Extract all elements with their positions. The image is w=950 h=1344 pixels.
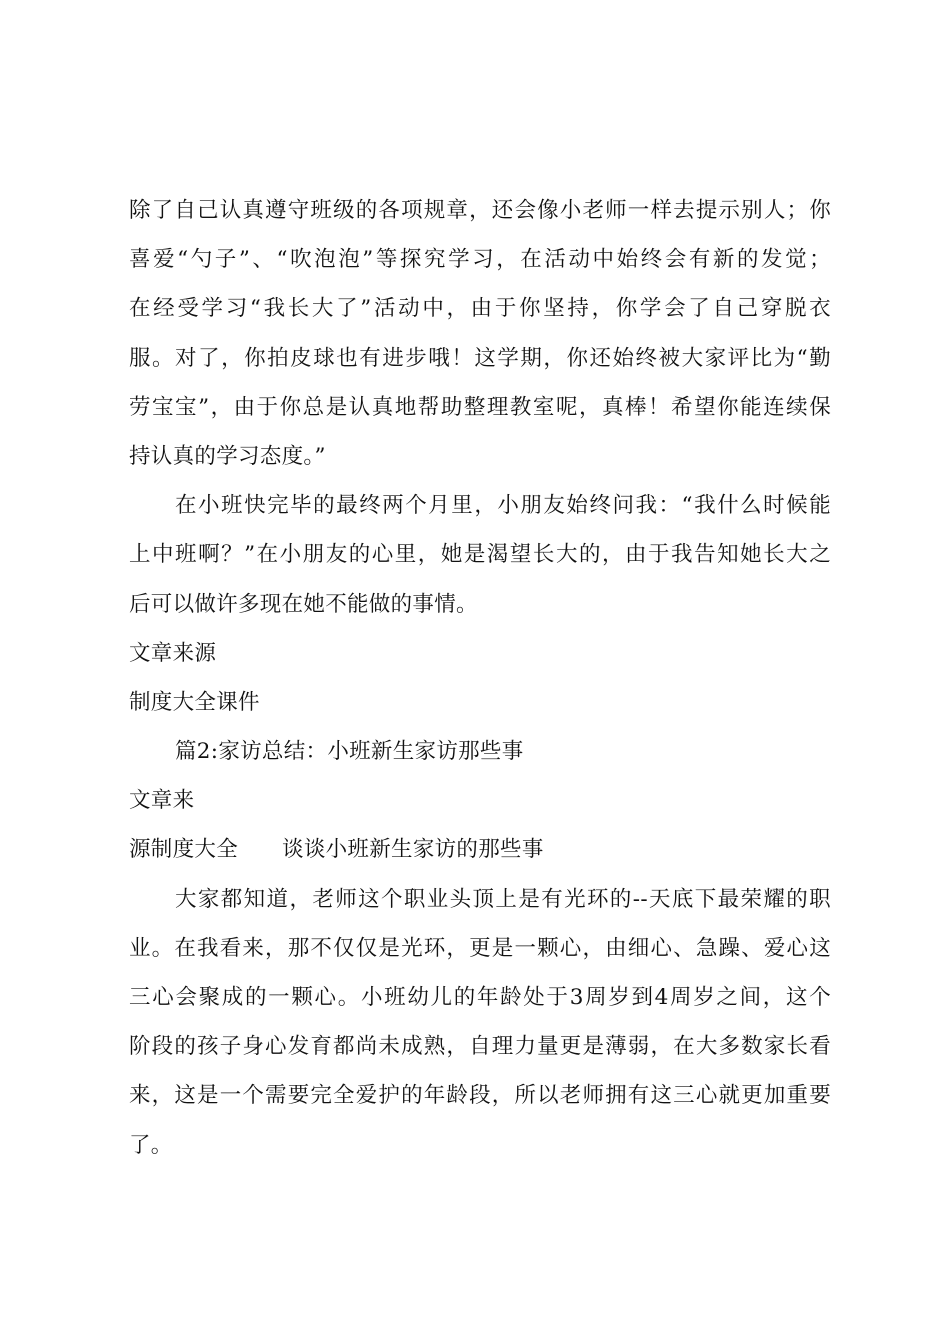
source-line <box>129 825 831 874</box>
source-line: 制度大全课件 <box>129 689 260 715</box>
section-title: 篇2:家访总结：小班新生家访那些事 <box>175 739 524 765</box>
text-line: 了。 <box>129 1132 173 1158</box>
text-line: 上中班啊？”在小朋友的心里，她是渴望长大的，由于我告知她长大之 <box>129 542 831 568</box>
text-line: 劳宝宝”，由于你总是认真地帮助整理教室呢，真棒！希望你能连续保 <box>129 394 831 420</box>
text-line: 在小班快完毕的最终两个月里，小朋友始终问我：“我什么时候能 <box>175 493 831 519</box>
text-line: 三心会聚成的一颗心。小班幼儿的年龄处于3周岁到4周岁之间，这个 <box>129 985 831 1010</box>
text-line: 阶段的孩子身心发育都尚未成熟，自理力量更是薄弱，在大多数家长看 <box>129 1034 831 1060</box>
text-line: 持认真的学习态度。” <box>129 443 326 469</box>
subtitle: 谈谈小班新生家访的那些事 <box>282 837 544 863</box>
source-line: 文章来 <box>129 788 195 814</box>
text-line: 在经受学习“我长大了”活动中，由于你坚持，你学会了自己穿脱衣 <box>129 296 831 322</box>
text-line: 后可以做许多现在她不能做的事情。 <box>129 591 478 617</box>
source-label: 源制度大全 <box>129 837 239 863</box>
text-line: 来，这是一个需要完全爱护的年龄段，所以老师拥有这三心就更加重要 <box>129 1083 831 1109</box>
text-line: 大家都知道，老师这个职业头顶上是有光环的--天底下最荣耀的职 <box>175 886 831 912</box>
source-line: 文章来源 <box>129 640 217 666</box>
text-line: 喜爱“勺子”、“吹泡泡”等探究学习，在活动中始终会有新的发觉； <box>129 247 831 273</box>
text-line: 服。对了，你拍皮球也有进步哦！这学期，你还始终被大家评比为“勤 <box>129 345 831 371</box>
text-line: 除了自己认真遵守班级的各项规章，还会像小老师一样去提示别人；你 <box>129 198 831 223</box>
document-page <box>129 186 831 1170</box>
text-line: 业。在我看来，那不仅仅是光环，更是一颗心，由细心、急躁、爱心这 <box>129 935 831 961</box>
